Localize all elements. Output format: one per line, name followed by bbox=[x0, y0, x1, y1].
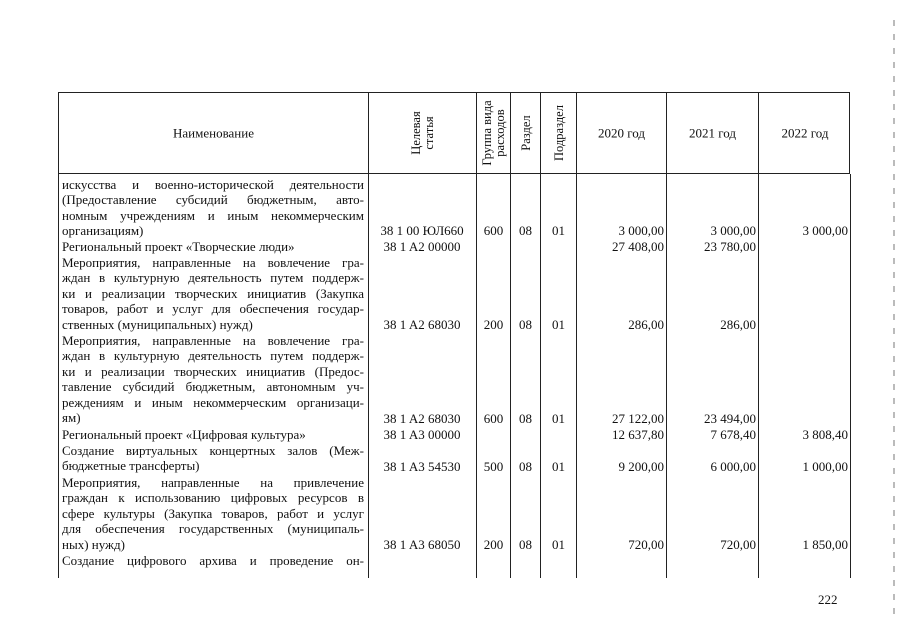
row-name-line: ждан в культурную деятельность путем поддерж- bbox=[62, 270, 364, 286]
row-value-2022: 3 000,00 bbox=[802, 223, 848, 238]
row-name-line: Создание цифрового архива и проведение он- bbox=[62, 553, 364, 568]
row-value-2020: 27 122,00 bbox=[612, 411, 664, 426]
row-name-line: Региональный проект «Творческие люди» bbox=[62, 239, 295, 254]
header-2020: 2020 год bbox=[598, 125, 645, 141]
row-name-line: Региональный проект «Цифровая культура» bbox=[62, 427, 306, 442]
row-value-2021: 720,00 bbox=[720, 537, 756, 552]
row-code: 38 1 00 ЮЛ660 bbox=[380, 223, 464, 238]
header-name: Наименование bbox=[173, 125, 254, 141]
row-name bbox=[62, 443, 364, 474]
scan-edge-artifact bbox=[893, 20, 895, 620]
row-name-line: Мероприятия, направленные на вовлечение гра- bbox=[62, 333, 364, 348]
row-value-2021: 23 780,00 bbox=[704, 239, 756, 254]
row-name bbox=[62, 427, 364, 442]
row-code: 38 1 A3 54530 bbox=[383, 459, 461, 474]
row-value-2022: 1 000,00 bbox=[802, 459, 848, 474]
page-number: 222 bbox=[818, 592, 838, 607]
row-value-2020: 27 408,00 bbox=[612, 239, 664, 254]
row-code: 38 1 A2 00000 bbox=[383, 239, 461, 254]
header-target-article bbox=[408, 94, 438, 172]
row-group: 500 bbox=[483, 459, 504, 474]
row-value-2022: 3 808,40 bbox=[802, 427, 848, 442]
row-value-2020: 9 200,00 bbox=[618, 459, 664, 474]
row-section: 08 bbox=[519, 411, 532, 426]
column-divider bbox=[576, 174, 577, 578]
header-target-article-line2: статья bbox=[421, 116, 436, 150]
header-section-cell bbox=[511, 93, 541, 173]
row-name-line: граждан к использованию цифровых ресурсов в bbox=[62, 490, 364, 506]
row-subsection: 01 bbox=[552, 411, 565, 426]
row-name bbox=[62, 553, 364, 568]
row-name bbox=[62, 333, 364, 425]
column-divider bbox=[368, 174, 369, 578]
row-name-line: организациям) bbox=[62, 223, 144, 239]
header-target-article-cell bbox=[369, 93, 477, 173]
row-code: 38 1 A3 68050 bbox=[383, 537, 461, 552]
row-value-2020: 3 000,00 bbox=[618, 223, 664, 238]
row-value-2020: 720,00 bbox=[628, 537, 664, 552]
row-subsection: 01 bbox=[552, 459, 565, 474]
row-name bbox=[62, 177, 364, 239]
row-name-line: номным учреждениям и иным некоммерческим bbox=[62, 207, 364, 223]
row-group: 200 bbox=[483, 317, 504, 332]
row-value-2020: 12 637,80 bbox=[612, 427, 664, 442]
header-subsection-cell bbox=[541, 93, 577, 173]
column-divider bbox=[850, 174, 851, 578]
header-expense-group bbox=[479, 94, 509, 172]
header-expense-group-line1: Группа вида bbox=[479, 100, 494, 166]
row-section: 08 bbox=[519, 537, 532, 552]
row-name-line: ки и реализации творческих инициатив (Закупка bbox=[62, 285, 364, 301]
row-name-line: Мероприятия, направленные на привлечение bbox=[62, 475, 364, 490]
row-group: 600 bbox=[483, 411, 504, 426]
row-name-line: ных) нужд) bbox=[62, 536, 125, 552]
header-target-article-line1: Целевая bbox=[408, 111, 423, 155]
row-code: 38 1 A3 00000 bbox=[383, 427, 461, 442]
row-name bbox=[62, 475, 364, 552]
header-section: Раздел bbox=[518, 115, 532, 151]
row-name-line: для обеспечения государственных (муниципаль- bbox=[62, 521, 364, 537]
column-divider bbox=[58, 174, 59, 578]
row-section: 08 bbox=[519, 317, 532, 332]
row-name-line: товаров, работ и услуг для обеспечения государ- bbox=[62, 301, 364, 317]
row-value-2021: 286,00 bbox=[720, 317, 756, 332]
row-value-2021: 6 000,00 bbox=[710, 459, 756, 474]
header-2022: 2022 год bbox=[781, 125, 829, 141]
table-header bbox=[58, 92, 850, 174]
header-2021-cell bbox=[667, 93, 759, 173]
row-name-line: тавление субсидий бюджетным, автономным уч- bbox=[62, 379, 364, 395]
header-expense-group-line2: расходов bbox=[492, 109, 507, 157]
row-name-line: ственных (муниципальных) нужд) bbox=[62, 316, 253, 332]
row-value-2021: 3 000,00 bbox=[710, 223, 756, 238]
row-name-line: искусства и военно-исторической деятельности bbox=[62, 177, 364, 192]
row-subsection: 01 bbox=[552, 537, 565, 552]
header-name-cell bbox=[59, 93, 369, 173]
row-name-line: ждан в культурную деятельность путем поддерж- bbox=[62, 348, 364, 364]
row-code: 38 1 A2 68030 bbox=[383, 411, 461, 426]
header-expense-group-cell bbox=[477, 93, 511, 173]
row-group: 200 bbox=[483, 537, 504, 552]
row-name-line: бюджетные трансферты) bbox=[62, 458, 200, 474]
header-subsection: Подраздел bbox=[551, 105, 565, 161]
row-name-line: Создание виртуальных концертных залов (Меж- bbox=[62, 443, 364, 458]
header-2020-cell bbox=[577, 93, 667, 173]
header-2022-cell bbox=[759, 93, 851, 173]
row-value-2020: 286,00 bbox=[628, 317, 664, 332]
row-section: 08 bbox=[519, 223, 532, 238]
row-value-2021: 23 494,00 bbox=[704, 411, 756, 426]
row-section: 08 bbox=[519, 459, 532, 474]
row-name-line: (Предоставление субсидий бюджетным, авто- bbox=[62, 192, 364, 208]
header-2021: 2021 год bbox=[689, 125, 736, 141]
row-name-line: ки и реализации творческих инициатив (Предос- bbox=[62, 363, 364, 379]
row-name-line: реждениям и иным некоммерческим организаци- bbox=[62, 394, 364, 410]
row-name-line: сфере культуры (Закупка товаров, работ и услуг bbox=[62, 505, 364, 521]
row-value-2021: 7 678,40 bbox=[710, 427, 756, 442]
row-group: 600 bbox=[483, 223, 504, 238]
row-name bbox=[62, 239, 364, 254]
row-subsection: 01 bbox=[552, 223, 565, 238]
row-value-2022: 1 850,00 bbox=[802, 537, 848, 552]
row-subsection: 01 bbox=[552, 317, 565, 332]
row-name-line: Мероприятия, направленные на вовлечение гра- bbox=[62, 255, 364, 270]
column-divider bbox=[758, 174, 759, 578]
row-name bbox=[62, 255, 364, 332]
row-name-line: ям) bbox=[62, 409, 81, 425]
column-divider bbox=[666, 174, 667, 578]
row-code: 38 1 A2 68030 bbox=[383, 317, 461, 332]
